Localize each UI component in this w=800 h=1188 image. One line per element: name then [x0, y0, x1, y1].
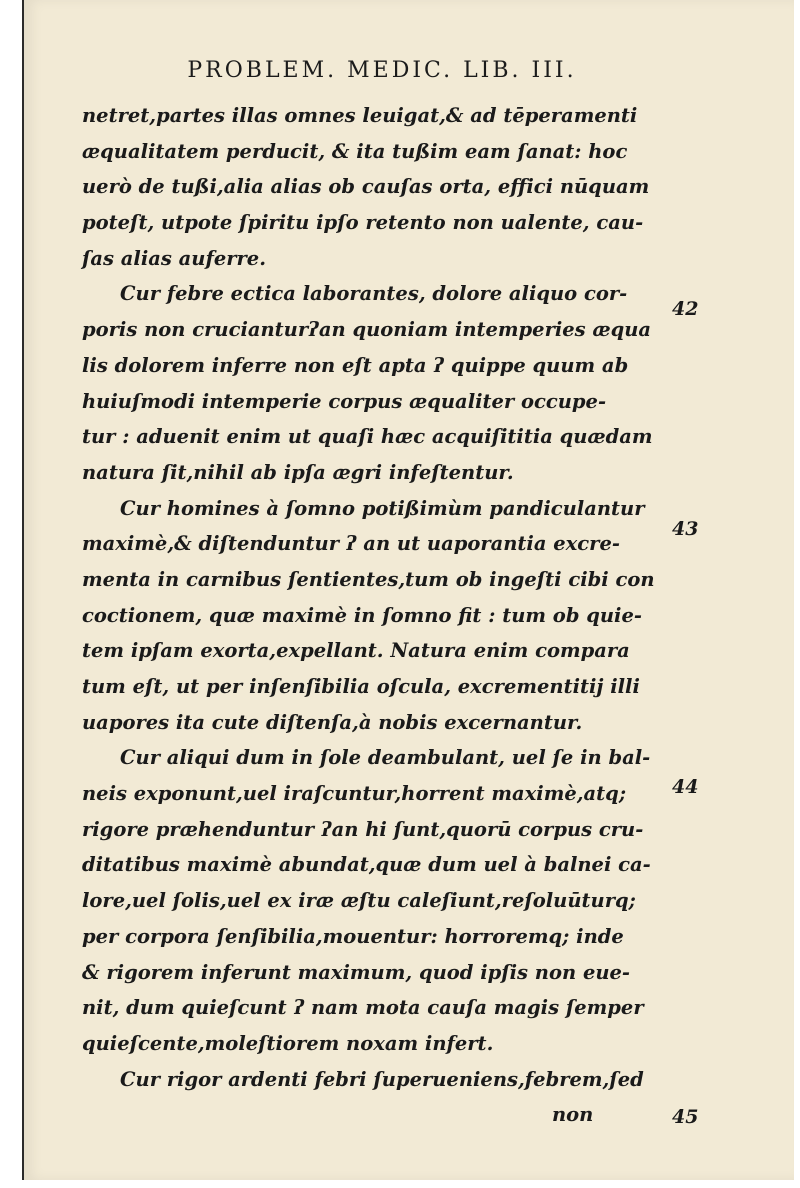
problem-43-start: Cur homines à ſomno potißimùm pandiculantur: [120, 496, 645, 520]
text-line: æqualitatem perducit, & ita tußim eam ſanat: hoc: [82, 139, 628, 163]
problem-number-43: 43: [672, 518, 699, 540]
text-line: rigore præhenduntur ʔan hi ſunt,quorū corpus cru-: [82, 817, 644, 841]
text-line: netret,partes illas omnes leuigat,& ad tēperamenti: [82, 104, 638, 127]
text-line: uerò de tußi,alia alias ob cauſas orta, effici nūquam: [82, 175, 650, 199]
problem-number-42: 42: [672, 298, 699, 320]
problem-45-start: Cur rigor ardenti febri ſuperueniens,febrem,ſed: [120, 1067, 644, 1091]
text-line: tum eſt, ut per inſenſibilia oſcula, excrementitij illi: [82, 675, 640, 698]
text-line: tur : aduenit enim ut quaſi hæc acquiſititia quædam: [82, 425, 653, 449]
text-line: lore,uel ſolis,uel ex iræ æſtu caleſiunt,reſoluūturq;: [82, 889, 636, 913]
text-line: maximè,& diſtenduntur ʔ an ut uaporantia excre-: [82, 532, 620, 556]
problem-number-45: 45: [672, 1106, 699, 1128]
text-line: huiuſmodi intemperie corpus æqualiter occupe-: [82, 389, 607, 413]
text-line: uapores ita cute diſtenſa,à nobis excernantur.: [82, 710, 583, 734]
text-line: tem ipſam exorta,expellant. Natura enim compara: [82, 639, 630, 663]
book-page: [22, 0, 794, 1180]
problem-42-start: Cur febre ectica laborantes, dolore aliquo cor-: [120, 282, 628, 306]
text-line: per corpora ſenſibilia,mouentur: horroremq; inde: [82, 924, 624, 948]
text-line: neis exponunt,uel iraſcuntur,horrent maximè,atq;: [82, 782, 627, 806]
running-header: PROBLEM. MEDIC. LIB. III.: [187, 58, 577, 83]
text-line: menta in carnibus ſentientes,tum ob ingeſti cibi con: [82, 567, 655, 591]
text-line: lis dolorem inferre non eſt apta ʔ quippe quum ab: [82, 353, 629, 377]
text-line: poris non crucianturʔan quoniam intemperies æqua: [82, 318, 652, 342]
text-line: quieſcente,moleſtiorem noxam infert.: [82, 1031, 494, 1055]
text-line: natura ſit,nihil ab ipſa ægri infeſtentur.: [82, 460, 514, 484]
text-line: poteſt, utpote ſpiritu ipſo retento non ualente, cau-: [82, 211, 644, 235]
problem-44-start: Cur aliqui dum in ſole deambulant, uel ſe in bal-: [120, 746, 651, 770]
text-line: nit, dum quieſcunt ʔ nam mota cauſa magis ſemper: [82, 996, 644, 1020]
catchword: non: [552, 1103, 594, 1127]
text-line: coctionem, quæ maximè in ſomno fit : tum ob quie-: [82, 603, 642, 627]
text-line: ditatibus maximè abundat,quæ dum uel à balnei ca-: [82, 853, 651, 877]
text-line: & rigorem inferunt maximum, quod ipſis non eue-: [82, 960, 631, 984]
page-body-text: [82, 98, 655, 1133]
text-line: ſas alias auferre.: [82, 246, 266, 270]
problem-number-44: 44: [672, 776, 699, 798]
